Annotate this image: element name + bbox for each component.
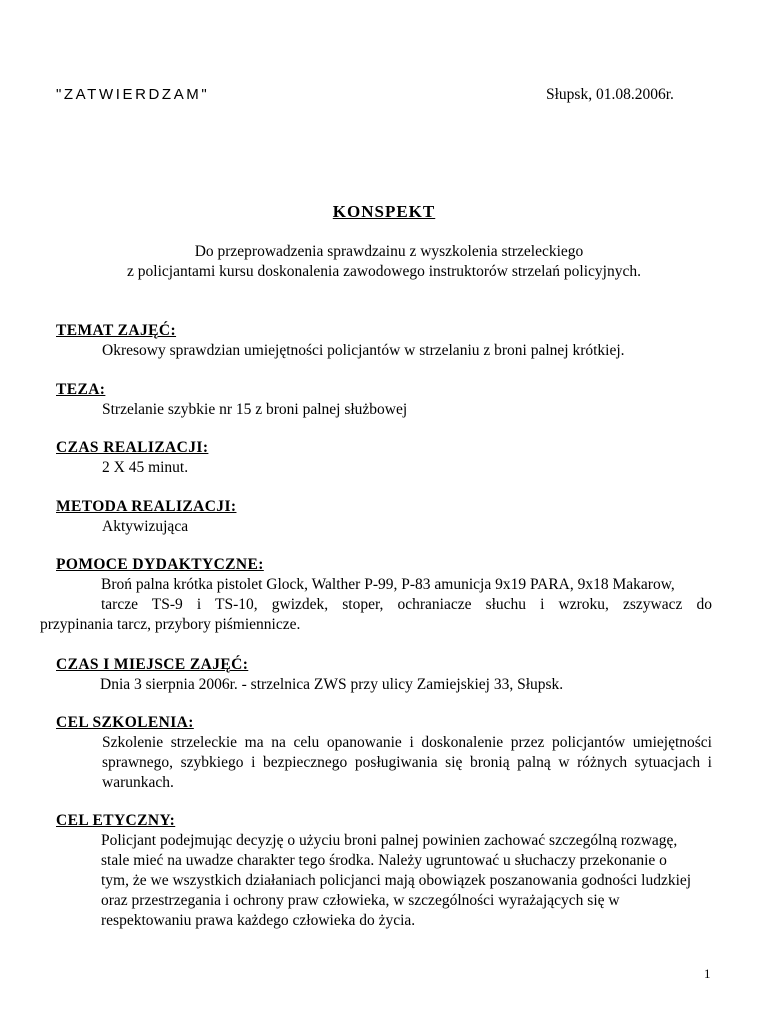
document-title: KONSPEKT: [332, 202, 436, 221]
section-miejsce: [56, 655, 712, 695]
section-text: 2 X 45 minut.: [102, 459, 189, 476]
intro-line-1: Do przeprowadzenia sprawdzainu z wyszkolenia strzeleckiego: [194, 243, 584, 260]
section-czas-realizacji: [56, 438, 712, 478]
section-text: Aktywizująca: [102, 518, 189, 535]
section-heading: CEL ETYCZNY:: [56, 812, 176, 829]
section-text: Szkolenie strzeleckie ma na celu opanowanie i doskonalenie przez policjantów umiejętności sprawnego, szybkiego i bezpiecznego posługiwania się bronią palną w różnych sytuacjach i warunkach.: [102, 734, 712, 791]
section-text: [56, 831, 712, 931]
text-line: Policjant podejmując decyzję o użyciu broni palnej powinien zachować szczególną rozwagę,: [101, 832, 678, 849]
intro-paragraph: [0, 242, 768, 282]
section-heading: POMOCE DYDAKTYCZNE:: [56, 556, 264, 573]
intro-line-2: z policjantami kursu doskonalenia zawodowego instruktorów strzelań policyjnych.: [127, 263, 641, 280]
section-heading: CZAS I MIEJSCE ZAJĘĆ:: [56, 656, 249, 673]
page-number: 1: [704, 966, 711, 981]
section-cel-etyczny: [56, 811, 712, 931]
text-line: oraz przestrzegania i ochrony praw człowieka, w szczególności wyrażających się w: [101, 892, 620, 909]
text-line: przypinania tarcz, przybory piśmiennicze.: [40, 616, 301, 633]
text-line: Broń palna krótka pistolet Glock, Walther P-99, P-83 amunicja 9x19 PARA, 9x18 Makarow,: [101, 576, 675, 593]
section-heading: TEMAT ZAJĘĆ:: [56, 322, 177, 339]
section-metoda: [56, 497, 712, 537]
section-text: Strzelanie szybkie nr 15 z broni palnej służbowej: [102, 401, 408, 418]
section-temat: [56, 321, 712, 361]
approval-stamp-text: "ZATWIERDZAM": [56, 86, 210, 103]
section-heading: CZAS REALIZACJI:: [56, 439, 209, 456]
text-line: stale mieć na uwadze charakter tego środka. Należy ugruntować u słuchaczy przekonanie o: [101, 852, 667, 869]
section-text: Dnia 3 sierpnia 2006r. - strzelnica ZWS przy ulicy Zamiejskiej 33, Słupsk.: [100, 676, 564, 693]
text-line: tarcze TS-9 i TS-10, gwizdek, stoper, ochraniacze słuchu i wzroku, zszywacz do: [101, 596, 712, 613]
text-line: tym, że we wszystkich działaniach policjanci mają obowiązek poszanowania godności ludzkiej: [101, 872, 692, 889]
section-cel-szkolenia: [56, 713, 712, 793]
text-line: respektowaniu prawa każdego człowieka do życia.: [101, 912, 416, 929]
section-teza: [56, 380, 712, 420]
section-text: [40, 575, 712, 635]
place-date: Słupsk, 01.08.2006r.: [546, 86, 674, 103]
section-text: Okresowy sprawdzian umiejętności policjantów w strzelaniu z broni palnej krótkiej.: [102, 342, 625, 359]
section-heading: CEL SZKOLENIA:: [56, 714, 194, 731]
section-heading: METODA REALIZACJI:: [56, 498, 237, 515]
section-heading: TEZA:: [56, 381, 106, 398]
section-pomoce: [40, 555, 712, 635]
